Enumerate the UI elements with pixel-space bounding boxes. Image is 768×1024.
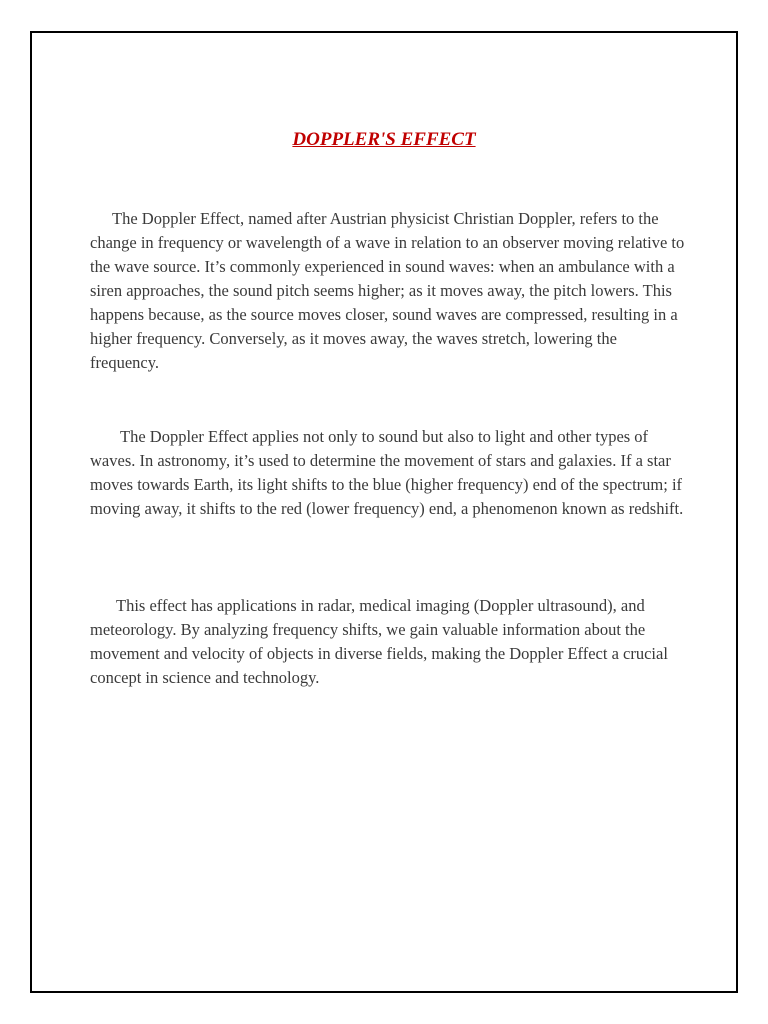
paragraph-2: The Doppler Effect applies not only to sound but also to light and other types of waves. In astronomy, it’s used to determine the movement of stars and galaxies. If a star moves towards Earth, its light shifts to the blue (higher frequency) end of the spectrum; if moving away, it shifts to the red (lower frequency) end, a phenomenon known as redshift. [90, 427, 684, 518]
paragraph-3: This effect has applications in radar, medical imaging (Doppler ultrasound), and meteorology. By analyzing frequency shifts, we gain valuable information about the movement and velocity of objects in diverse fields, making the Doppler Effect a crucial concept in science and technology. [90, 596, 668, 687]
document-page [30, 31, 738, 993]
document-title: DOPPLER'S EFFECT [292, 129, 476, 150]
paragraph-1: The Doppler Effect, named after Austrian physicist Christian Doppler, refers to the change in frequency or wavelength of a wave in relation to an observer moving relative to the wave source. It’s commonly experienced in sound waves: when an ambulance with a siren approaches, the sound pitch seems higher; as it moves away, the pitch lowers. This happens because, as the source moves closer, sound waves are compressed, resulting in a higher frequency. Conversely, as it moves away, the waves stretch, lowering the frequency. [90, 209, 685, 372]
